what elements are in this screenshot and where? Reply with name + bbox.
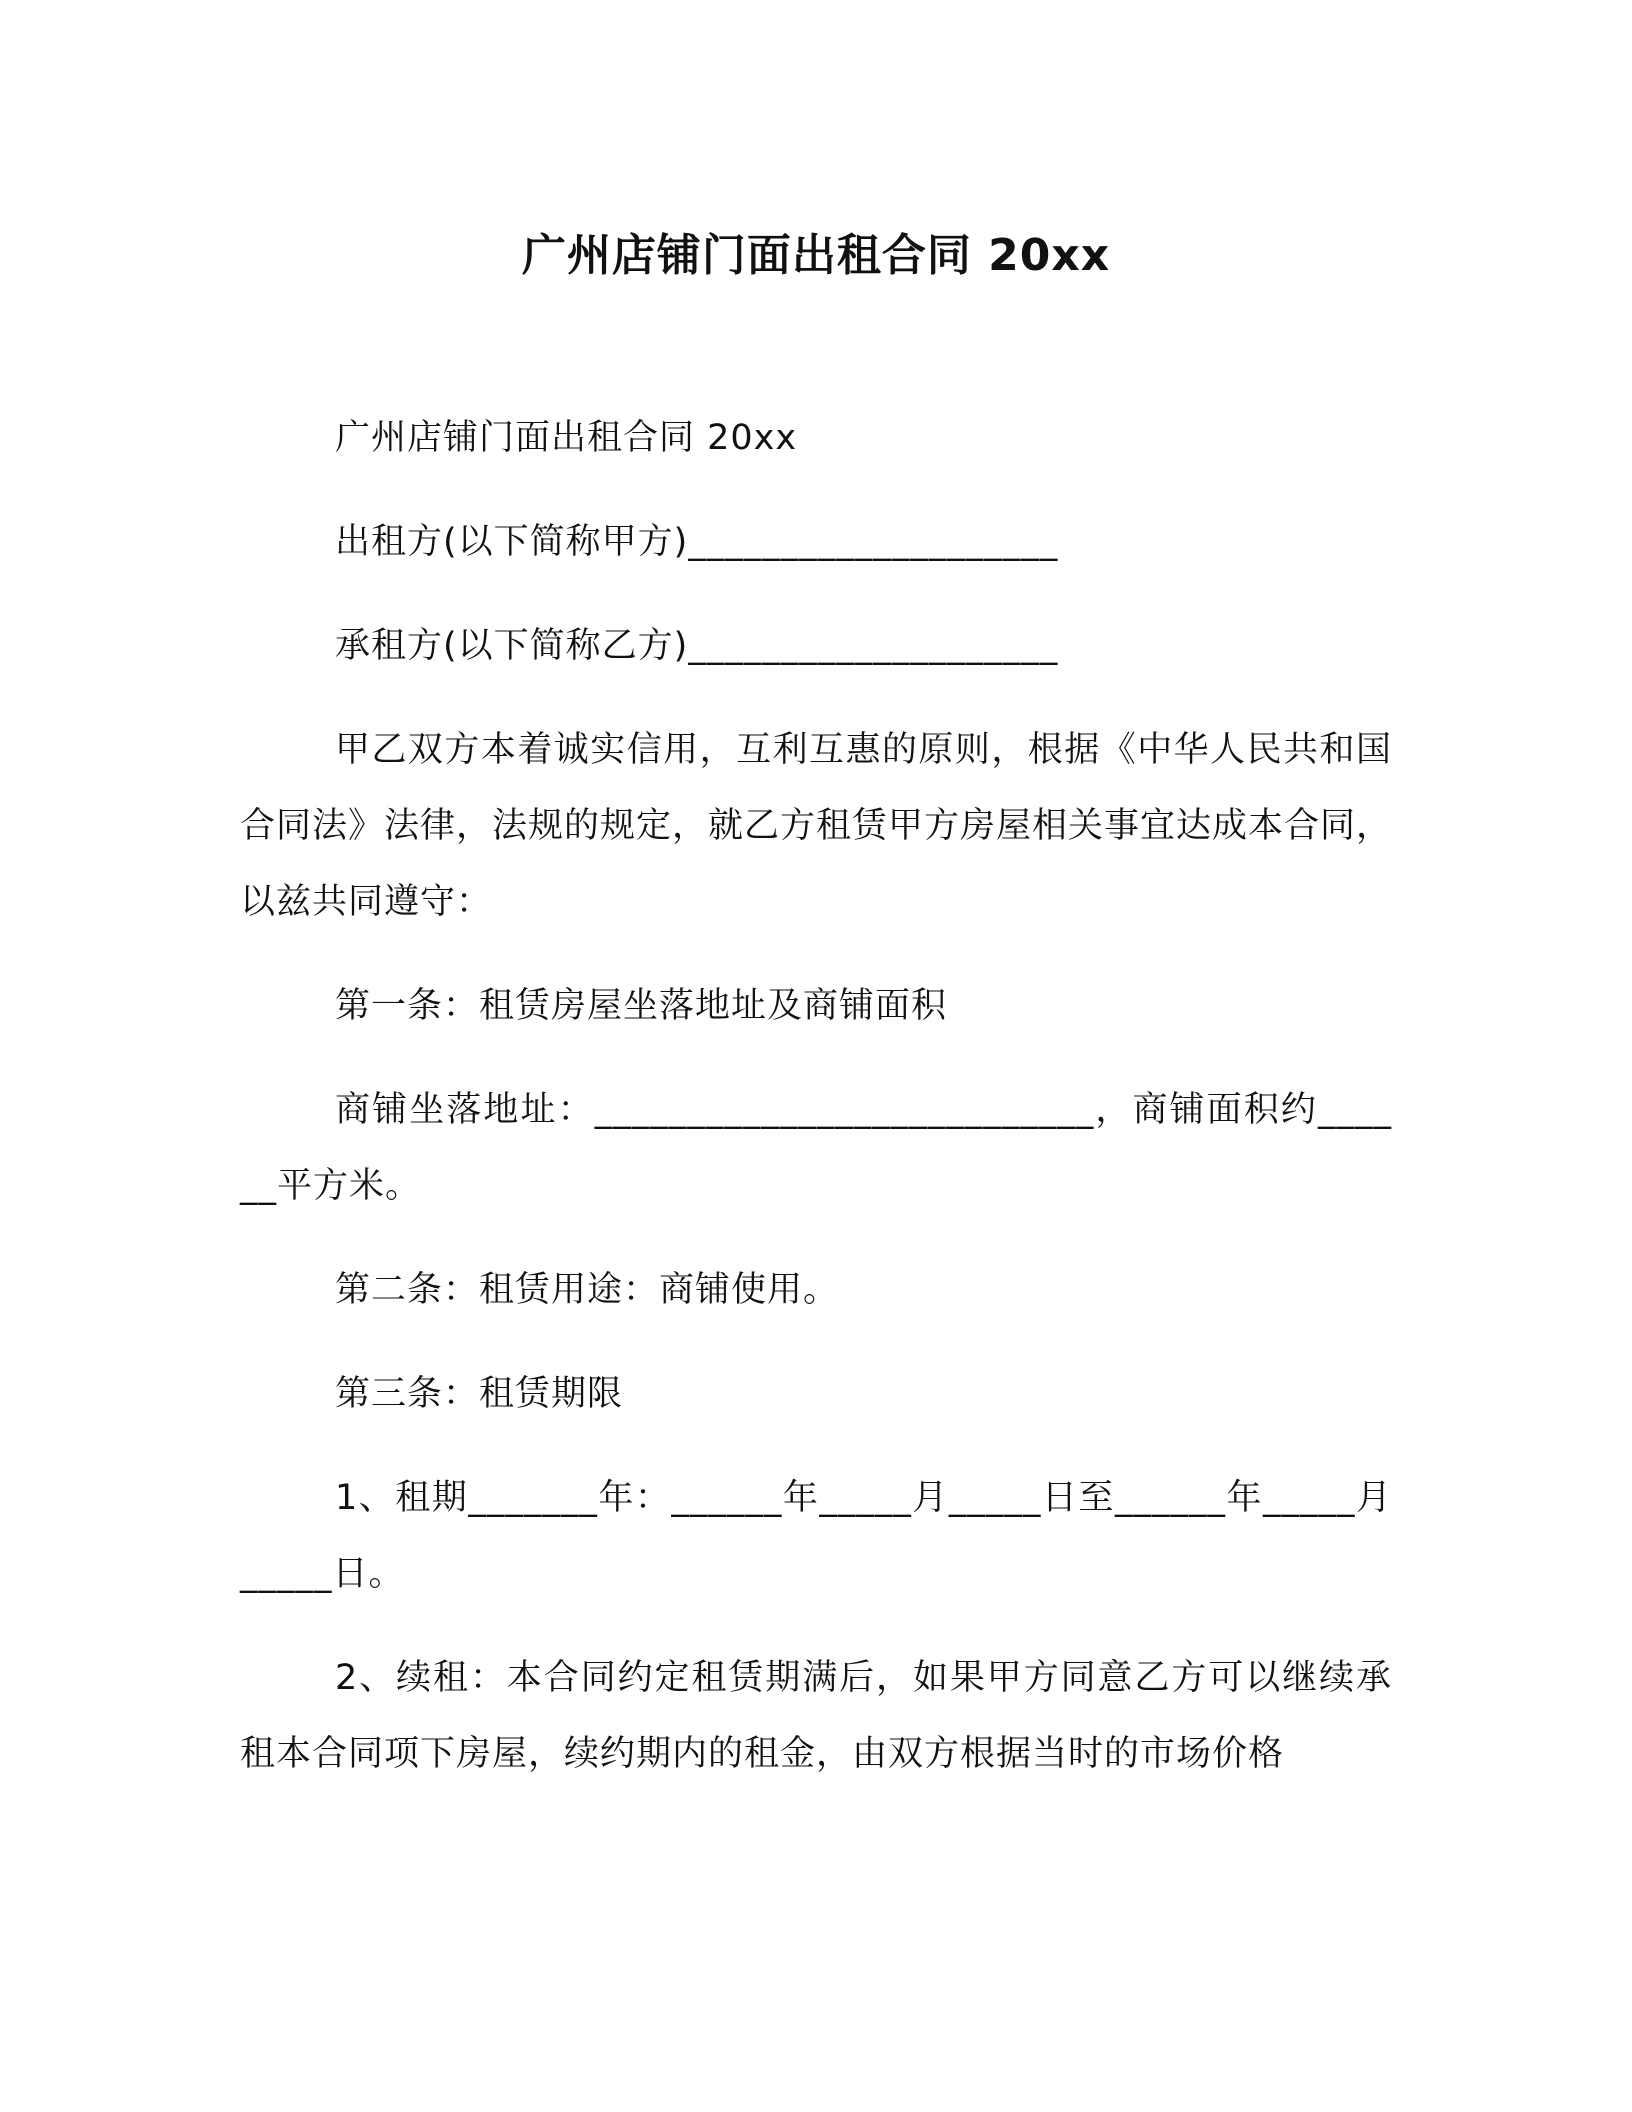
paragraph-shop-address: 商铺坐落地址：___________________________，商铺面积约______平方米。 [240, 1090, 1392, 1206]
document-body [240, 400, 1392, 1820]
paragraph-preamble: 甲乙双方本着诚实信用，互利互惠的原则，根据《中华人民共和国合同法》法律，法规的规定，就乙方租赁甲方房屋相关事宜达成本合同，以兹共同遵守： [240, 730, 1393, 922]
paragraph-lessor: 出租方(以下简称甲方)____________________ [335, 522, 1059, 562]
paragraph-lease-term: 1、租期_______年：______年_____月_____日至______年_____月_____日。 [240, 1478, 1392, 1594]
document-title: 广州店铺门面出租合同 20xx [521, 230, 1111, 281]
paragraph-subtitle: 广州店铺门面出租合同 20xx [335, 418, 798, 458]
paragraph-article-1-heading: 第一条：租赁房屋坐落地址及商铺面积 [335, 986, 948, 1026]
paragraph-renewal: 2、续租：本合同约定租赁期满后，如果甲方同意乙方可以继续承租本合同项下房屋，续约期内的租金，由双方根据当时的市场价格 [240, 1658, 1392, 1774]
paragraph-lessee: 承租方(以下简称乙方)____________________ [335, 626, 1059, 666]
paragraph-article-2: 第二条：租赁用途：商铺使用。 [335, 1270, 840, 1310]
paragraph-article-3-heading: 第三条：租赁期限 [335, 1374, 624, 1414]
